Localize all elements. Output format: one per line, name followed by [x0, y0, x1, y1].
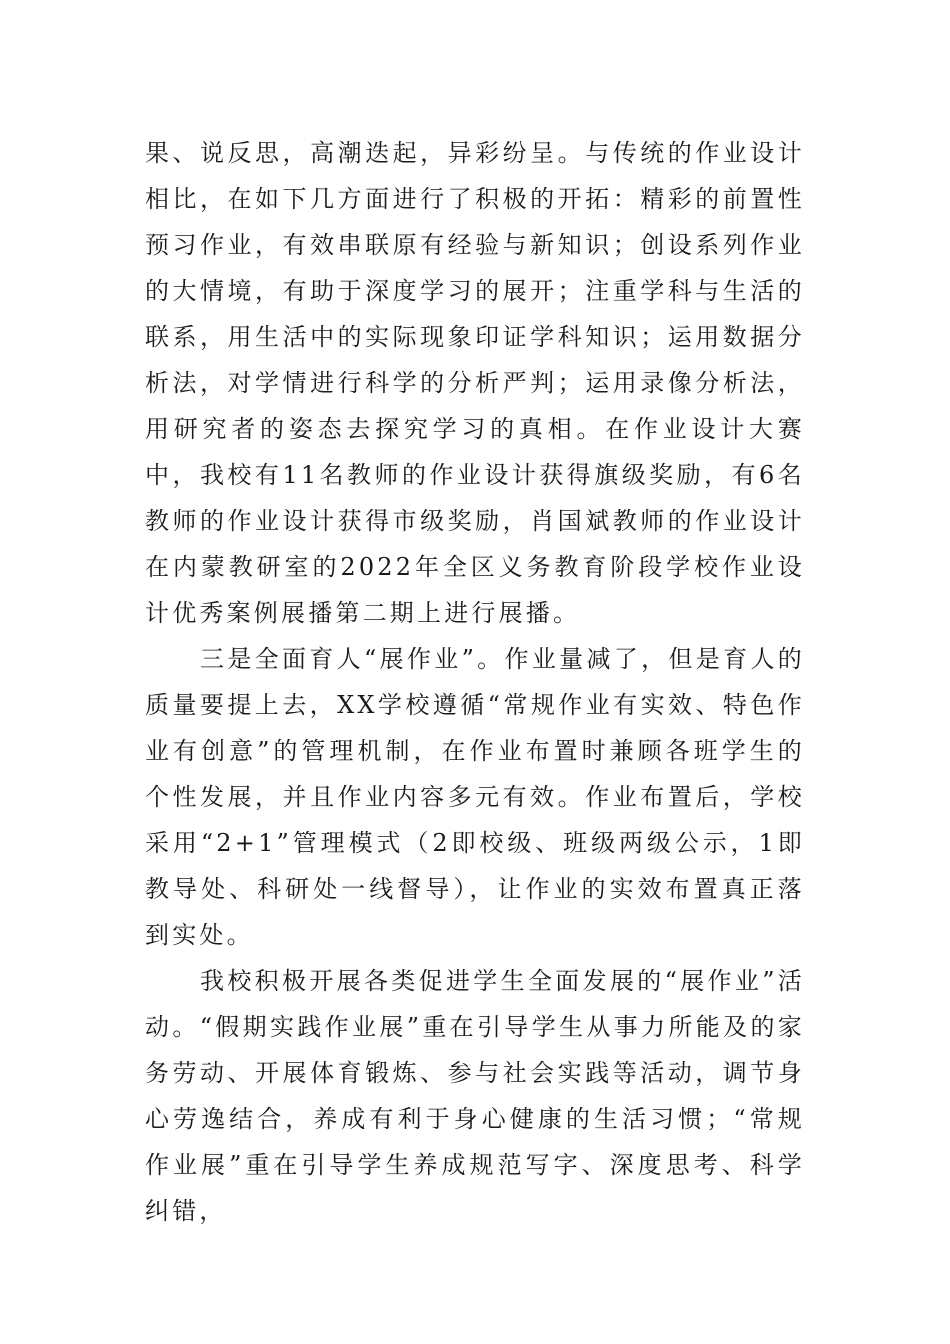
document-body: [145, 130, 805, 1234]
paragraph-2: 三是全面育人“展作业”。作业量减了，但是育人的质量要提上去，XX学校遵循“常规作业有实效、特色作业有创意”的管理机制，在作业布置时兼顾各班学生的个性发展，并且作业内容多元有效。作业布置后，学校采用“2+1”管理模式（2即校级、班级两级公示，1即教导处、科研处一线督导），让作业的实效布置真正落到实处。: [145, 645, 805, 949]
paragraph-3: 我校积极开展各类促进学生全面发展的“展作业”活动。“假期实践作业展”重在引导学生从事力所能及的家务劳动、开展体育锻炼、参与社会实践等活动，调节身心劳逸结合，养成有利于身心健康的生活习惯；“常规作业展”重在引导学生养成规范写字、深度思考、科学纠错，: [145, 967, 805, 1225]
paragraph-1: 果、说反思，高潮迭起，异彩纷呈。与传统的作业设计相比，在如下几方面进行了积极的开拓：精彩的前置性预习作业，有效串联原有经验与新知识；创设系列作业的大情境，有助于深度学习的展开；注重学科与生活的联系，用生活中的实际现象印证学科知识；运用数据分析法，对学情进行科学的分析严判；运用录像分析法，用研究者的姿态去探究学习的真相。在作业设计大赛中，我校有11名教师的作业设计获得旗级奖励，有6名教师的作业设计获得市级奖励，肖国斌教师的作业设计在内蒙教研室的2022年全区义务教育阶段学校作业设计优秀案例展播第二期上进行展播。: [145, 139, 805, 627]
